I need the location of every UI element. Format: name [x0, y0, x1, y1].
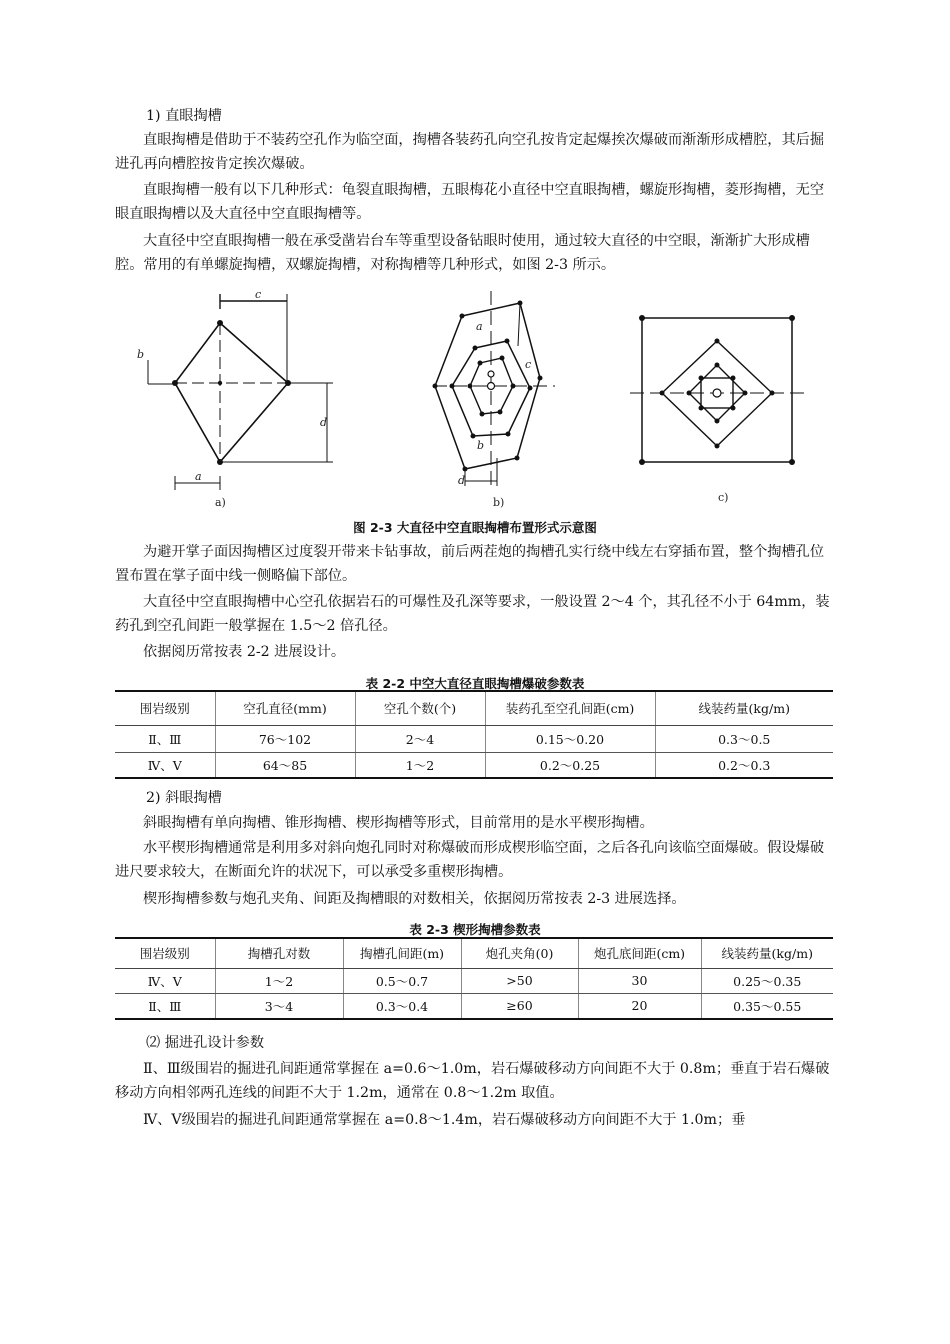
table-hollow-cut-params [115, 690, 833, 779]
table-cell: 2～4 [355, 725, 485, 752]
paragraph: 为避开掌子面因掏槽区过度裂开带来卡钻事故，前后两茬炮的掏槽孔实行绕中线左右穿插布置，整个掏槽孔位置布置在掌子面中线一侧略偏下部位。 [115, 544, 825, 584]
paragraph: Ⅱ、Ⅲ级围岩的掘进孔间距通常掌握在 a=0.6～1.0m，岩石爆破移动方向间距不大于 0.8m；垂直于岩石爆破移动方向相邻两孔连线的间距不大于 1.2m，通常在 0.8～1.2m 取值。 [115, 1061, 830, 1101]
table-cell: 1～2 [355, 752, 485, 778]
label-a: a [476, 320, 483, 333]
table-cell: 0.5～0.7 [343, 968, 461, 993]
table-caption: 表 2-2 中空大直径直眼掏槽爆破参数表 [365, 676, 585, 691]
table-header: 装药孔至空孔间距(cm) [485, 691, 655, 725]
paragraph: 斜眼掏槽有单向掏槽、锥形掏槽、楔形掏槽等形式，目前常用的是水平楔形掏槽。 [143, 815, 654, 831]
table-caption: 表 2-3 楔形掏槽参数表 [409, 922, 541, 937]
panel-label-a: a) [215, 496, 226, 509]
table-header: 掏槽孔间距(m) [343, 938, 461, 968]
table-header: 炮孔底间距(cm) [578, 938, 701, 968]
table-cell: Ⅳ、Ⅴ [115, 752, 215, 778]
table-header: 围岩级别 [115, 691, 215, 725]
table-row [115, 725, 833, 752]
section-heading-drill-params: ⑵ 掘进孔设计参数 [146, 1035, 265, 1051]
table-cell: 0.25～0.35 [701, 968, 833, 993]
label-b: b [137, 348, 145, 361]
table-cell: 20 [578, 993, 701, 1019]
paragraph: Ⅳ、Ⅴ级围岩的掘进孔间距通常掌握在 a=0.8～1.4m，岩石爆破移动方向间距不大于 1.0m；垂 [143, 1112, 746, 1128]
figure-cut-layouts [115, 286, 835, 516]
table-cell: Ⅳ、Ⅴ [115, 968, 215, 993]
table-cell: 76～102 [215, 725, 355, 752]
table-cell: 64～85 [215, 752, 355, 778]
paragraph: 大直径中空直眼掏槽一般在承受凿岩台车等重型设备钻眼时使用，通过较大直径的中空眼，渐渐扩大形成槽腔。常用的有单螺旋掏槽，双螺旋掏槽，对称掏槽等几种形式，如图 2-3 所示。 [115, 233, 810, 273]
label-a: a [195, 470, 202, 483]
table-header: 围岩级别 [115, 938, 215, 968]
table-header: 线装药量(kg/m) [655, 691, 833, 725]
table-header: 掏槽孔对数 [215, 938, 343, 968]
table-row [115, 968, 833, 993]
paragraph: 大直径中空直眼掏槽中心空孔依据岩石的可爆性及孔深等要求，一般设置 2～4 个，其孔径不小于 64mm，装药孔到空孔间距一般掌握在 1.5～2 倍孔径。 [115, 594, 830, 634]
table-cell: 0.3～0.4 [343, 993, 461, 1019]
paragraph: 直眼掏槽一般有以下几种形式：龟裂直眼掏槽，五眼梅花小直径中空直眼掏槽，螺旋形掏槽，菱形掏槽，无空眼直眼掏槽以及大直径中空直眼掏槽等。 [115, 182, 825, 222]
table-cell: 0.35～0.55 [701, 993, 833, 1019]
table-header: 空孔直径(mm) [215, 691, 355, 725]
section-heading-oblique-cut: 2) 斜眼掏槽 [146, 790, 222, 806]
panel-label-c: c) [718, 491, 729, 504]
table-cell: 1～2 [215, 968, 343, 993]
label-b: b [477, 439, 485, 452]
table-cell: >50 [461, 968, 578, 993]
table-header: 空孔个数(个) [355, 691, 485, 725]
table-cell: 30 [578, 968, 701, 993]
paragraph: 直眼掏槽是借助于不装药空孔作为临空面，掏槽各装药孔向空孔按肯定起爆挨次爆破而渐渐形成槽腔，其后掘进孔再向槽腔按肯定挨次爆破。 [115, 132, 825, 172]
label-d: d [458, 474, 466, 487]
paragraph: 水平楔形掏槽通常是利用多对斜向炮孔同时对称爆破而形成楔形临空面，之后各孔向该临空面爆破。假设爆破进尺要求较大，在断面允许的状况下，可以承受多重楔形掏槽。 [115, 840, 825, 880]
table-cell: 0.2～0.25 [485, 752, 655, 778]
panel-label-b: b) [493, 496, 505, 509]
table-cell: Ⅱ、Ⅲ [115, 993, 215, 1019]
paragraph: 依据阅历常按表 2-2 进展设计。 [143, 644, 346, 660]
figure-caption: 图 2-3 大直径中空直眼掏槽布置形式示意图 [353, 520, 597, 535]
label-d: d [320, 416, 328, 429]
label-c: c [255, 288, 262, 301]
paragraph: 楔形掏槽参数与炮孔夹角、间距及掏槽眼的对数相关，依据阅历常按表 2-3 进展选择。 [143, 891, 686, 907]
table-row [115, 752, 833, 778]
table-cell: 0.15～0.20 [485, 725, 655, 752]
table-cell: 3～4 [215, 993, 343, 1019]
table-header: 炮孔夹角(0) [461, 938, 578, 968]
table-cell: ≥60 [461, 993, 578, 1019]
label-c: c [525, 358, 532, 371]
diagram-a-diamond-cut [148, 294, 333, 490]
table-cell: 0.2～0.3 [655, 752, 833, 778]
table-row [115, 993, 833, 1019]
table-header: 线装药量(kg/m) [701, 938, 833, 968]
section-heading-straight-cut: 1) 直眼掏槽 [146, 108, 222, 124]
table-wedge-cut-params [115, 937, 833, 1020]
table-cell: 0.3～0.5 [655, 725, 833, 752]
table-cell: Ⅱ、Ⅲ [115, 725, 215, 752]
